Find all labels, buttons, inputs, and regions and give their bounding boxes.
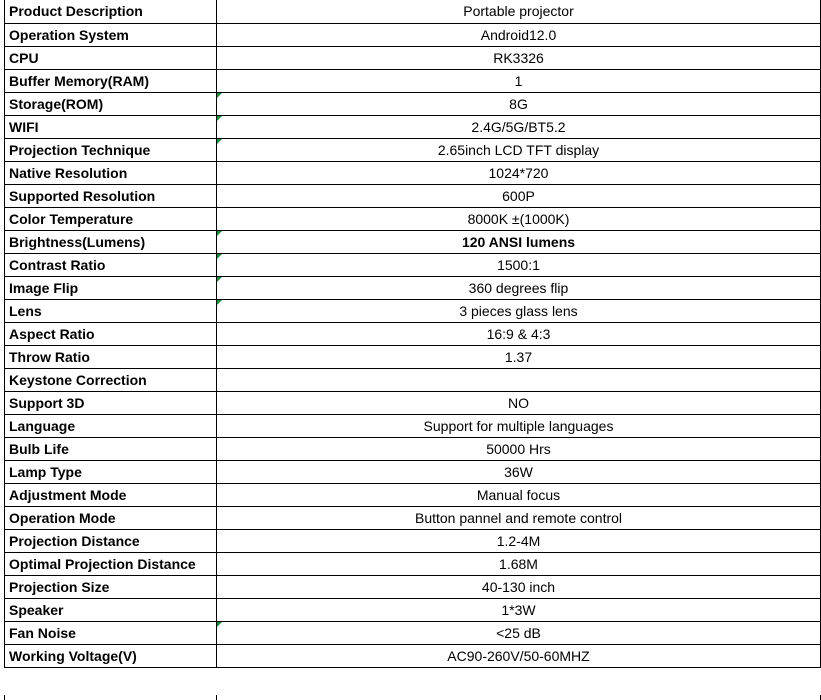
spec-label-cell[interactable]: WIFI	[5, 115, 217, 138]
table-row	[5, 253, 821, 276]
spec-value-cell[interactable]	[217, 368, 821, 391]
spec-label-cell[interactable]: Supported Resolution	[5, 184, 217, 207]
table-row	[5, 575, 821, 598]
spec-value-cell[interactable]: 16:9 & 4:3	[217, 322, 821, 345]
table-continuation	[4, 695, 821, 700]
spec-value-cell[interactable]: 3 pieces glass lens	[217, 299, 821, 322]
table-row	[5, 322, 821, 345]
table-row	[5, 0, 821, 23]
spec-label-cell[interactable]: Image Flip	[5, 276, 217, 299]
spec-value-cell[interactable]: 120 ANSI lumens	[217, 230, 821, 253]
spec-label-cell[interactable]: Projection Technique	[5, 138, 217, 161]
spec-value-cell[interactable]: 1*3W	[217, 598, 821, 621]
comment-marker-icon	[217, 277, 222, 282]
spec-value-cell[interactable]: Android12.0	[217, 23, 821, 46]
spec-label-cell[interactable]: Speaker	[5, 598, 217, 621]
table-row	[5, 437, 821, 460]
spec-label-cell[interactable]: Throw Ratio	[5, 345, 217, 368]
spec-label-cell[interactable]: Optimal Projection Distance	[5, 552, 217, 575]
table-row	[5, 299, 821, 322]
spec-value-cell[interactable]: 1500:1	[217, 253, 821, 276]
table-row	[5, 138, 821, 161]
spec-label-cell[interactable]: Language	[5, 414, 217, 437]
spec-value-cell[interactable]: <25 dB	[217, 621, 821, 644]
spec-value-cell[interactable]: 1024*720	[217, 161, 821, 184]
spec-label-cell[interactable]: Aspect Ratio	[5, 322, 217, 345]
spec-label-cell[interactable]: Support 3D	[5, 391, 217, 414]
table-row	[5, 414, 821, 437]
spec-value-cell[interactable]: 36W	[217, 460, 821, 483]
spec-label-cell[interactable]: Lens	[5, 299, 217, 322]
spec-value-cell[interactable]: 1	[217, 69, 821, 92]
table-row	[5, 598, 821, 621]
spec-label-cell[interactable]: Adjustment Mode	[5, 483, 217, 506]
spec-value-cell[interactable]: 2.4G/5G/BT5.2	[217, 115, 821, 138]
comment-marker-icon	[217, 139, 222, 144]
spec-label-cell[interactable]: Bulb Life	[5, 437, 217, 460]
table-row	[5, 644, 821, 667]
table-row	[5, 92, 821, 115]
spec-label-cell[interactable]: Operation Mode	[5, 506, 217, 529]
table-row	[5, 552, 821, 575]
spec-value-cell[interactable]: 1.2-4M	[217, 529, 821, 552]
spec-value-cell[interactable]: 1.68M	[217, 552, 821, 575]
spec-value-cell[interactable]: 360 degrees flip	[217, 276, 821, 299]
spec-label-cell[interactable]: Working Voltage(V)	[5, 644, 217, 667]
spec-label-cell[interactable]: Color Temperature	[5, 207, 217, 230]
spec-value-cell[interactable]: 8000K ±(1000K)	[217, 207, 821, 230]
spec-label-cell[interactable]: Keystone Correction	[5, 368, 217, 391]
table-row	[5, 46, 821, 69]
comment-marker-icon	[217, 116, 222, 121]
spec-table-body	[5, 0, 821, 667]
spec-value-cell[interactable]: Support for multiple languages	[217, 414, 821, 437]
spec-value-cell[interactable]: NO	[217, 391, 821, 414]
spec-value-cell[interactable]: Button pannel and remote control	[217, 506, 821, 529]
spec-value-cell[interactable]: 2.65inch LCD TFT display	[217, 138, 821, 161]
spec-value-cell[interactable]: RK3326	[217, 46, 821, 69]
spec-table	[4, 0, 821, 668]
spec-label-cell[interactable]: Projection Size	[5, 575, 217, 598]
table-row	[5, 368, 821, 391]
table-row	[5, 506, 821, 529]
spec-label-cell[interactable]: Buffer Memory(RAM)	[5, 69, 217, 92]
spec-label-cell[interactable]: Native Resolution	[5, 161, 217, 184]
comment-marker-icon	[217, 254, 222, 259]
table-row	[5, 115, 821, 138]
spec-label-cell[interactable]: Product Description	[5, 0, 217, 23]
table-row	[5, 483, 821, 506]
spec-value-cell[interactable]: 40-130 inch	[217, 575, 821, 598]
spec-label-cell[interactable]: Storage(ROM)	[5, 92, 217, 115]
table-row	[5, 207, 821, 230]
table-row	[5, 621, 821, 644]
table-row	[5, 161, 821, 184]
spec-value-cell[interactable]: 8G	[217, 92, 821, 115]
spec-value-cell[interactable]: 600P	[217, 184, 821, 207]
table-row	[5, 184, 821, 207]
table-row	[5, 460, 821, 483]
spec-value-cell[interactable]: AC90-260V/50-60MHZ	[217, 644, 821, 667]
spec-label-cell[interactable]: Projection Distance	[5, 529, 217, 552]
table-row	[5, 69, 821, 92]
spec-label-cell[interactable]: Fan Noise	[5, 621, 217, 644]
spec-label-cell[interactable]: Contrast Ratio	[5, 253, 217, 276]
table-row	[5, 345, 821, 368]
spec-label-cell[interactable]: Brightness(Lumens)	[5, 230, 217, 253]
comment-marker-icon	[217, 231, 222, 236]
spec-value-cell[interactable]: Manual focus	[217, 483, 821, 506]
spec-label-cell[interactable]: CPU	[5, 46, 217, 69]
spec-label-cell[interactable]: Lamp Type	[5, 460, 217, 483]
table-row	[5, 23, 821, 46]
spec-value-cell[interactable]: 50000 Hrs	[217, 437, 821, 460]
table-row	[5, 276, 821, 299]
table-row	[5, 230, 821, 253]
comment-marker-icon	[217, 93, 222, 98]
comment-marker-icon	[217, 300, 222, 305]
comment-marker-icon	[217, 622, 222, 627]
table-row	[5, 529, 821, 552]
spec-label-cell[interactable]: Operation System	[5, 23, 217, 46]
spec-value-cell[interactable]: 1.37	[217, 345, 821, 368]
table-row	[5, 391, 821, 414]
spec-value-cell[interactable]: Portable projector	[217, 0, 821, 23]
